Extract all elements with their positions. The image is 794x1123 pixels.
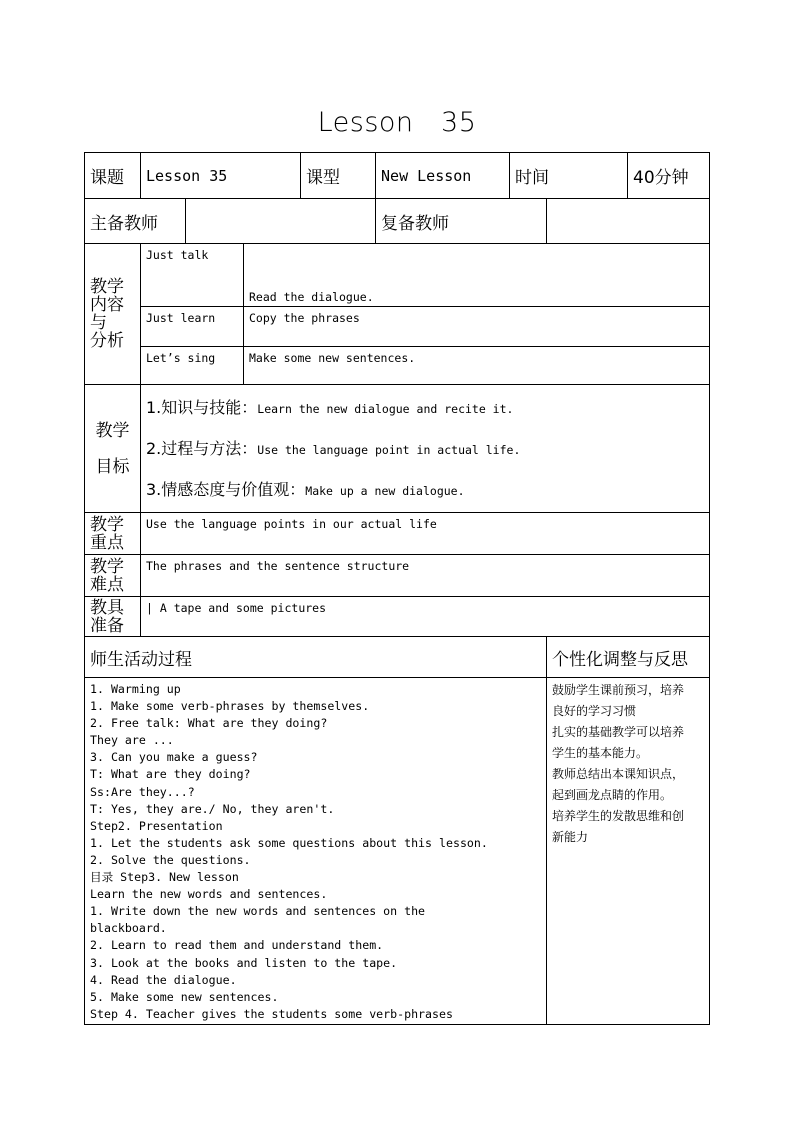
key-points-text: Use the language points in our actual life: [141, 513, 710, 555]
reflection-line: 学生的基本能力。: [552, 746, 649, 760]
content-section-label: 教学 内容 与 分析: [85, 244, 141, 385]
teachers-row: [85, 199, 710, 244]
key-points-row: [85, 513, 710, 555]
topic-value: Lesson 35: [141, 153, 301, 199]
content-row: [85, 244, 710, 307]
content-item-name: Just talk: [141, 244, 244, 307]
content-item-name: Just learn: [141, 307, 244, 347]
process-header-row: [85, 637, 710, 678]
process-line: 4. Read the dialogue.: [90, 972, 237, 987]
reflection-line: 扎实的基础教学可以培养: [552, 725, 685, 739]
process-line: 3. Look at the books and listen to the tape.: [90, 955, 398, 970]
process-line: 1. Write down the new words and sentences on the: [90, 904, 426, 919]
reflection-line: 新能力: [552, 830, 589, 844]
process-line: 目录 Step3. New lesson: [90, 870, 239, 885]
process-line: 5. Make some new sentences.: [90, 989, 279, 1004]
lesson-plan-table: [84, 152, 710, 1025]
process-line: 1. Let the students ask some questions about this lesson.: [90, 835, 488, 850]
lead-teacher-label: 主备教师: [85, 199, 186, 244]
time-label: 时间: [510, 153, 628, 199]
lead-teacher-value: [186, 199, 376, 244]
type-label: 课型: [301, 153, 376, 199]
tools-row: [85, 597, 710, 637]
review-teacher-label: 复备教师: [376, 199, 547, 244]
time-value: 40分钟: [628, 153, 710, 199]
process-line: Learn the new words and sentences.: [90, 887, 328, 902]
topic-label: 课题: [85, 153, 141, 199]
page-title: Lesson 35: [317, 107, 477, 138]
goal-item: 3.情感态度与价值观：Make up a new dialogue.: [146, 480, 465, 499]
reflection-line: 良好的学习习惯: [552, 704, 637, 718]
tools-label: 教具 准备: [85, 597, 141, 637]
process-steps: [85, 678, 547, 1025]
difficulties-row: [85, 555, 710, 597]
tools-text: | A tape and some pictures: [141, 597, 710, 637]
reflection-line: 鼓励学生课前预习，培养: [552, 683, 685, 697]
content-item-detail: Copy the phrases: [244, 307, 710, 347]
goals-list: [141, 385, 710, 513]
process-body-row: [85, 678, 710, 1025]
type-value: New Lesson: [376, 153, 510, 199]
goals-row: [85, 385, 710, 513]
reflection-notes: [547, 678, 710, 1025]
key-points-label: 教学 重点: [85, 513, 141, 555]
header-row: [85, 153, 710, 199]
process-header: 师生活动过程: [85, 637, 547, 678]
process-line: 3. Can you make a guess?: [90, 750, 258, 765]
reflection-header: 个性化调整与反思: [547, 637, 710, 678]
process-line: 1. Make some verb-phrases by themselves.: [90, 699, 370, 714]
content-row: [85, 307, 710, 347]
difficulties-label: 教学 难点: [85, 555, 141, 597]
goals-label: 教学 目标: [85, 385, 141, 513]
process-line: They are ...: [90, 733, 174, 748]
process-line: Step2. Presentation: [90, 818, 223, 833]
content-item-detail: Make some new sentences.: [244, 347, 710, 385]
process-line: Ss:Are they...?: [90, 784, 195, 799]
review-teacher-value: [547, 199, 710, 244]
difficulties-text: The phrases and the sentence structure: [141, 555, 710, 597]
process-line: 2. Solve the questions.: [90, 852, 251, 867]
process-line: T: Yes, they are./ No, they aren't.: [90, 801, 335, 816]
goal-item: 1.知识与技能：Learn the new dialogue and recite it.: [146, 398, 514, 417]
process-line: blackboard.: [90, 921, 167, 936]
process-line: 2. Learn to read them and understand them.: [90, 938, 384, 953]
reflection-line: 教师总结出本课知识点，: [552, 767, 685, 781]
content-item-name: Let’s sing: [141, 347, 244, 385]
process-line: 1. Warming up: [90, 682, 181, 696]
process-line: T: What are they doing?: [90, 767, 251, 782]
content-item-detail: Read the dialogue.: [244, 244, 710, 307]
reflection-line: 培养学生的发散思维和创: [552, 809, 685, 823]
goal-item: 2.过程与方法：Use the language point in actual life.: [146, 439, 521, 458]
reflection-line: 起到画龙点睛的作用。: [552, 788, 673, 802]
content-row: [85, 347, 710, 385]
process-line: 2. Free talk: What are they doing?: [90, 716, 328, 731]
process-line: Step 4. Teacher gives the students some verb-phrases: [90, 1006, 453, 1021]
